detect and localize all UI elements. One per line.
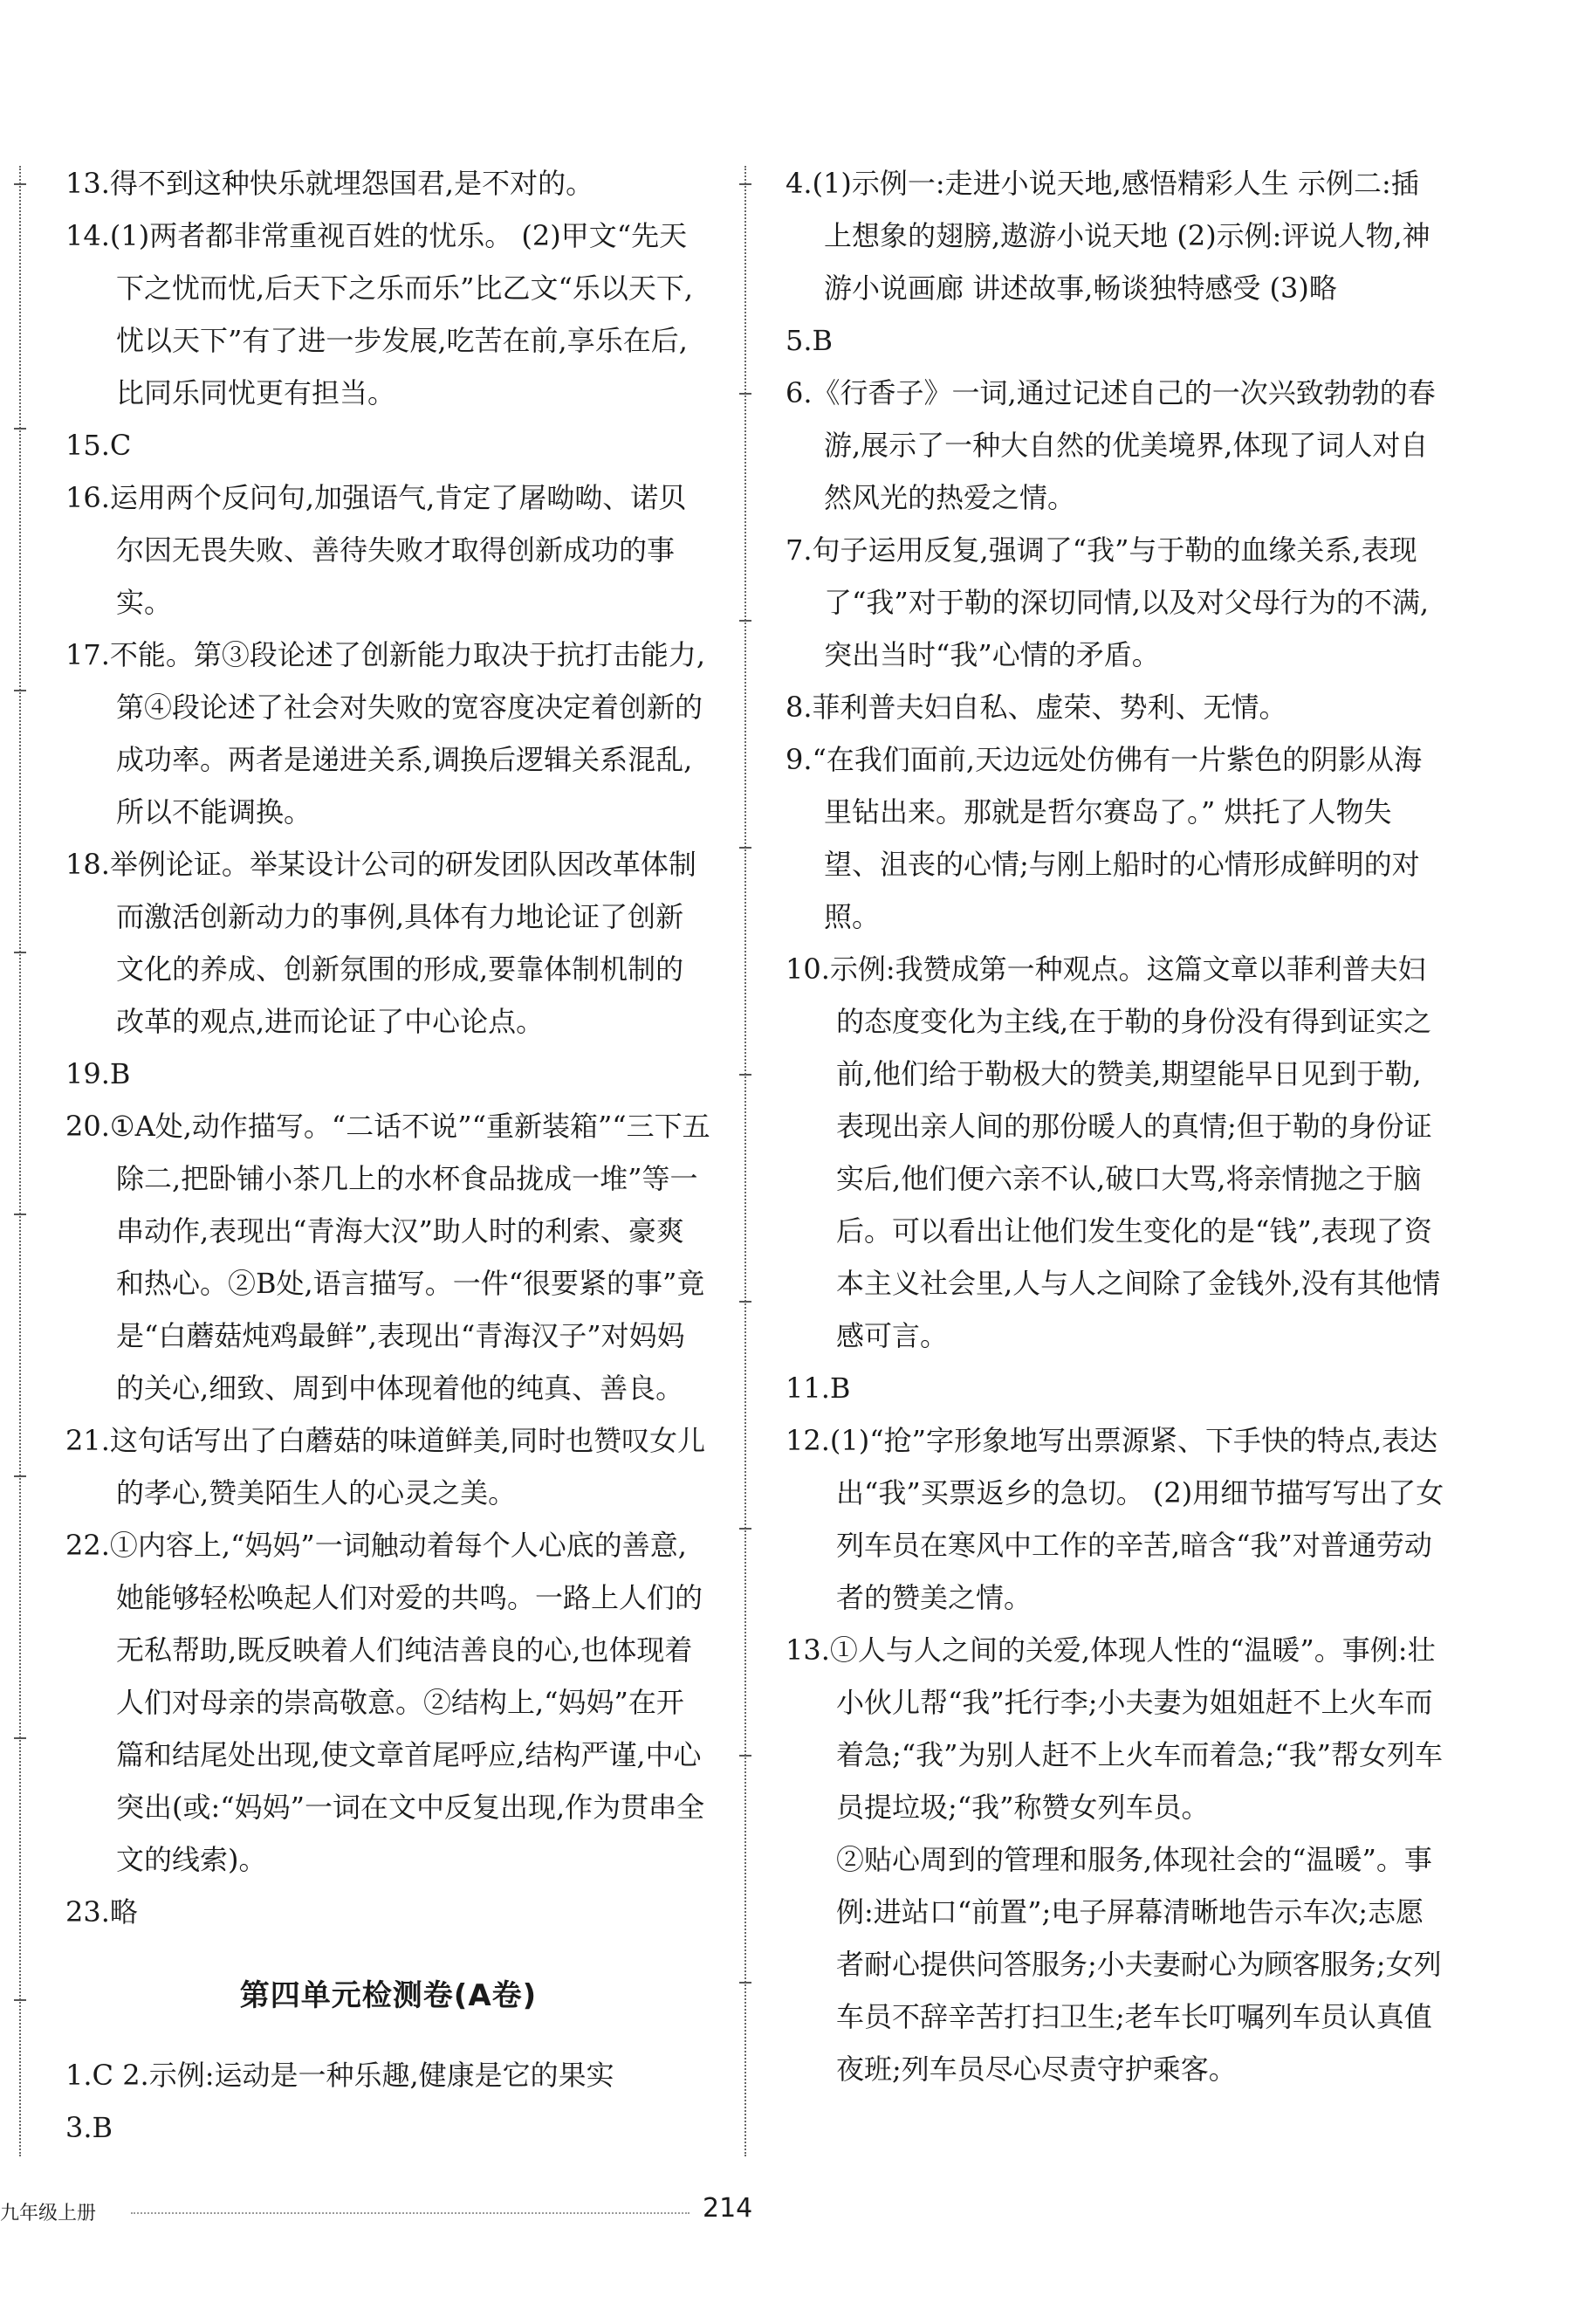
answer-item	[65, 1048, 711, 1100]
item-number: 22.	[65, 1529, 110, 1562]
left-column	[65, 157, 711, 2154]
item-number: 23.	[65, 1895, 110, 1929]
page-number: 214	[703, 2193, 753, 2224]
item-number: 6.	[786, 376, 813, 409]
item-text: 示例:我赞成第一种观点。这篇文章以菲利普夫妇的态度变化为主线,在于勒的身份没有得到证实之前,他们给于勒极大的赞美,期望能早日见到于勒,表现出亲人间的那份暖人的真情;但于勒的身份证实后,他们便六亲不认,破口大骂,将亲情抛之于脑后。可以看出让他们发生变化的是“钱”,表现了资本主义社会里,人与人之间除了金钱外,没有其他情感可言。	[829, 952, 1441, 1352]
answer-item	[786, 1624, 1444, 1833]
answer-item	[65, 419, 711, 471]
item-text: 菲利普夫妇自私、虚荣、势利、无情。	[812, 691, 1287, 724]
item-text: B	[109, 1057, 131, 1090]
item-number: 18.	[65, 848, 110, 881]
answer-item	[65, 157, 711, 210]
item-number: 11.	[786, 1372, 830, 1405]
item-number: 19.	[65, 1057, 110, 1090]
answer-item	[65, 471, 711, 629]
answer-item	[65, 1519, 711, 1886]
item-text: 不能。第③段论述了创新能力取决于抗打击能力,第④段论述了社会对失败的宽容度决定着创新的成功率。两者是递进关系,调换后逻辑关系混乱,所以不能调换。	[109, 638, 706, 829]
item-number: 13.	[65, 167, 110, 200]
item-text: 句子运用反复,强调了“我”与于勒的血缘关系,表现了“我”对于勒的深切同情,以及对父母行为的不满,突出当时“我”心情的矛盾。	[812, 533, 1430, 671]
item-text: ①人与人之间的关爱,体现人性的“温暖”。事例:壮小伙儿帮“我”托行李;小夫妻为姐姐赶不上火车而着急;“我”为别人赶不上火车而着急;“我”帮女列车员提垃圾;“我”称赞女列车员。	[829, 1633, 1444, 1824]
item-number: 20.	[65, 1110, 110, 1143]
item-text: (1)两者都非常重视百姓的忧乐。 (2)甲文“先天下之忧而忧,后天下之乐而乐”比乙文“乐以天下,忧以天下”有了进一步发展,吃苦在前,享乐在后,比同乐同忧更有担当。	[109, 219, 694, 409]
binding-line	[19, 166, 21, 2156]
item-text: 这句话写出了白蘑菇的味道鲜美,同时也赞叹女儿的孝心,赞美陌生人的心灵之美。	[109, 1424, 706, 1509]
cut-line	[744, 166, 746, 2156]
answer-item	[786, 314, 1444, 367]
item-number: 15.	[65, 429, 110, 462]
item-text: (1)“抢”字形象地写出票源紧、下手快的特点,表达出“我”买票返乡的急切。 (2)用细节描写写出了女列车员在寒风中工作的辛苦,暗含“我”对普通劳动者的赞美之情。	[829, 1424, 1444, 1614]
answer-item	[65, 1100, 711, 1414]
right-column	[786, 157, 1444, 2095]
item-number: 9.	[786, 743, 813, 776]
item-number: 7.	[786, 533, 813, 567]
section-title: 第四单元检测卷(A卷)	[239, 1978, 538, 2013]
item-text: C	[109, 429, 132, 462]
item-number: 8.	[786, 691, 813, 724]
item-number: 16.	[65, 481, 110, 514]
answer-item	[786, 367, 1444, 524]
answer-item	[65, 1886, 711, 1938]
item-text: “在我们面前,天边远处仿佛有一片紫色的阴影从海里钻出来。那就是哲尔赛岛了。” 烘托了人物失望、沮丧的心情;与刚上船时的心情形成鲜明的对照。	[812, 743, 1423, 933]
page-footer	[0, 2193, 1578, 2237]
item-number: 10.	[786, 952, 830, 986]
item-number: 5.	[786, 324, 813, 357]
answer-item	[65, 210, 711, 419]
answer-item	[786, 733, 1444, 943]
answer-item: 1.C 2.示例:运动是一种乐趣,健康是它的果实	[65, 2059, 614, 2092]
item-text: 略	[109, 1895, 138, 1929]
item-text: 《行香子》一词,通过记述自己的一次兴致勃勃的春游,展示了一种大自然的优美境界,体现了词人对自然风光的热爱之情。	[812, 376, 1436, 514]
item-text: ①A处,动作描写。“二话不说”“重新装箱”“三下五除二,把卧铺小茶几上的水杯食品拢成一堆”等一串动作,表现出“青海大汉”助人时的利索、豪爽和热心。②B处,语言描写。一件“很要紧的事”竟是“白蘑菇炖鸡最鲜”,表现出“青海汉子”对妈妈的关心,细致、周到中体现着他的纯真、善良。	[109, 1110, 710, 1405]
answer-item	[786, 157, 1444, 314]
answer-item	[786, 1362, 1444, 1414]
answer-item	[786, 943, 1444, 1362]
item-text: 举例论证。举某设计公司的研发团队因改革体制而激活创新动力的事例,具体有力地论证了创新文化的养成、创新氛围的形成,要靠体制机制的改革的观点,进而论证了中心论点。	[109, 848, 696, 1038]
item-text: (1)示例一:走进小说天地,感悟精彩人生 示例二:插上想象的翅膀,遨游小说天地 (2)示例:评说人物,神游小说画廊 讲述故事,畅谈独特感受 (3)略	[812, 167, 1430, 305]
item-number: 12.	[786, 1424, 830, 1457]
item-number: 14.	[65, 219, 110, 252]
grade-label: 九年级上册	[0, 2203, 97, 2224]
item-number: 13.	[786, 1633, 830, 1667]
footer-rule	[131, 2212, 690, 2214]
item-text: 得不到这种快乐就埋怨国君,是不对的。	[109, 167, 594, 200]
answer-subitem: ②贴心周到的管理和服务,体现社会的“温暖”。事例:进站口“前置”;电子屏幕清晰地告示车次;志愿者耐心提供问答服务;小夫妻耐心为顾客服务;女列车员不辞辛苦打扫卫生;老车长叮嘱列车员认真值夜班;列车员尽心尽责守护乘客。	[836, 1843, 1442, 2086]
item-number: 21.	[65, 1424, 110, 1457]
answer-item	[786, 524, 1444, 681]
item-text: B	[812, 324, 834, 357]
item-number: 4.	[786, 167, 813, 200]
answer-item	[786, 681, 1444, 733]
item-text: 运用两个反问句,加强语气,肯定了屠呦呦、诺贝尔因无畏失败、善待失败才取得创新成功的事实。	[109, 481, 687, 619]
item-number: 17.	[65, 638, 110, 671]
answer-item: 3.B	[65, 2111, 113, 2144]
answer-item	[65, 629, 711, 838]
item-text: ①内容上,“妈妈”一词触动着每个人心底的善意,她能够轻松唤起人们对爱的共鸣。一路上人们的无私帮助,既反映着人们纯洁善良的心,也体现着人们对母亲的崇高敬意。②结构上,“妈妈”在开篇和结尾处出现,使文章首尾呼应,结构严谨,中心突出(或:“妈妈”一词在文中反复出现,作为贯串全文的线索)。	[109, 1529, 705, 1876]
answer-item	[65, 1414, 711, 1519]
item-text: B	[829, 1372, 851, 1405]
answer-item	[786, 1414, 1444, 1624]
answer-item	[65, 838, 711, 1048]
